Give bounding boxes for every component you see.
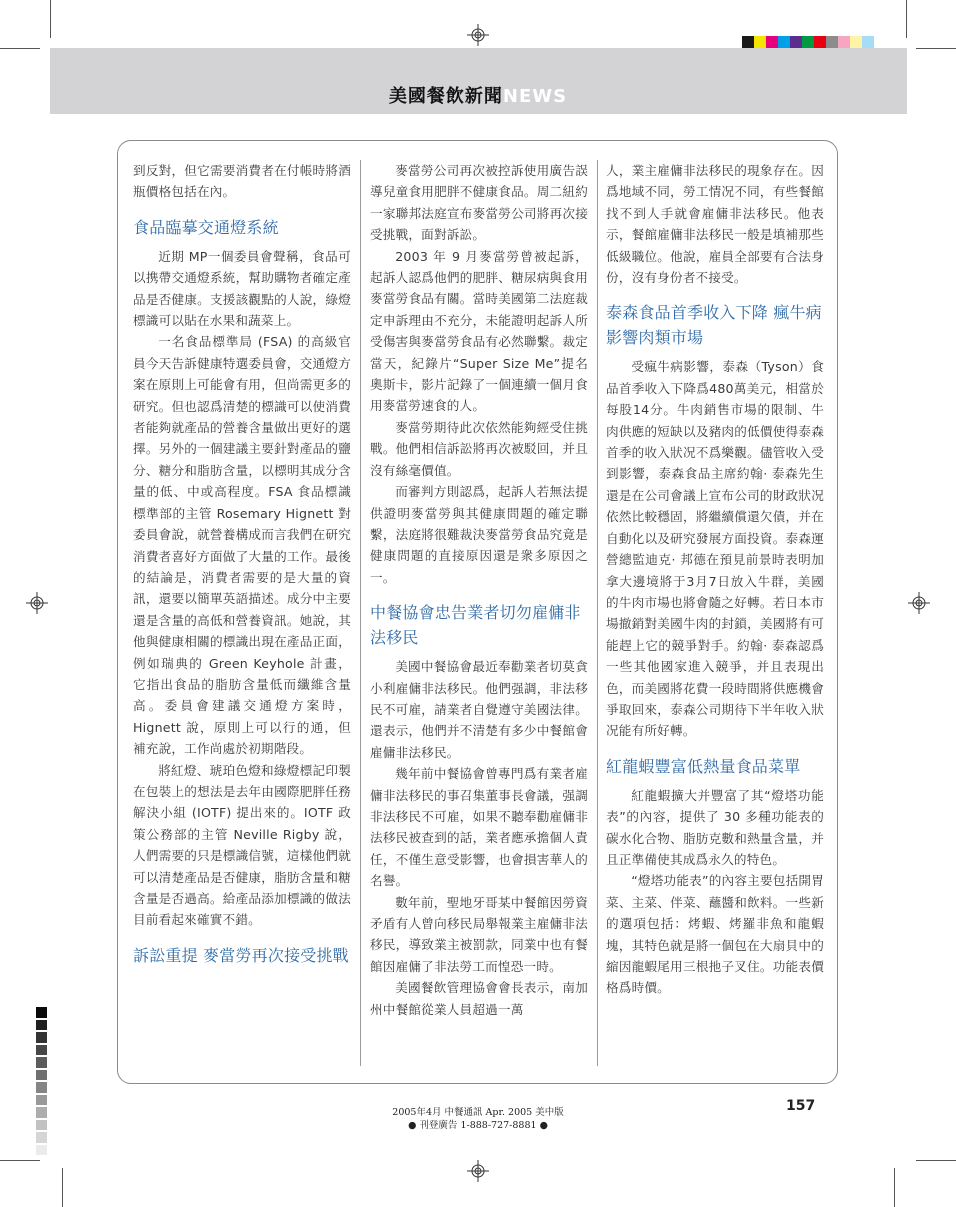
headline-chinese-restaurant-association: 中餐協會忠告業者切勿雇傭非法移民	[370, 603, 581, 648]
crop-mark	[894, 1168, 895, 1207]
paragraph: 紅龍蝦擴大并豐富了其“燈塔功能表”的內容，提供了 30 多種功能表的碳水化合物、脂肪克數和熱量含量，并且正準備使其成爲永久的特色。	[606, 787, 824, 867]
column-3	[606, 160, 824, 1070]
crop-mark	[916, 48, 956, 49]
paragraph: 數年前，聖地牙哥某中餐館因勞資矛盾有人曾向移民局舉報業主雇傭非法移民，導致業主被罰款，同業中也有餐館因雇傭了非法勞工而惶恐一時。	[370, 894, 588, 974]
crop-mark	[50, 0, 51, 38]
paragraph: 麥當勞期待此次依然能夠經受住挑戰。他們相信訴訟將再次被駁回，并且沒有絲毫價值。	[370, 419, 588, 478]
grayscale-step	[36, 1145, 47, 1156]
color-swatch	[814, 36, 826, 48]
color-swatch	[778, 36, 790, 48]
color-swatch	[754, 36, 766, 48]
color-swatch	[766, 36, 778, 48]
grayscale-step	[36, 1132, 47, 1143]
page-number: 157	[786, 1098, 816, 1114]
paragraph: 近期 MP一個委員會聲稱，食品可以携帶交通燈系統，幫助購物者確定產品是否健康。支援該觀點的人說，綠燈標識可以貼在水果和蔬菜上。	[133, 248, 351, 329]
column-divider	[597, 160, 598, 1066]
color-calibration-bar	[742, 36, 874, 48]
crop-mark	[62, 1168, 63, 1207]
paragraph: 美國中餐協會最近奉勸業者切莫貪小利雇傭非法移民。他們强調，非法移民不可雇，請業者自覺遵守美國法律。還表示，他們并不清楚有多少中餐館會雇傭非法移民。	[370, 659, 588, 760]
paragraph: 到反對，但它需要消費者在付帳時將酒瓶價格包括在內。	[133, 163, 351, 200]
paragraph: 幾年前中餐協會曾專門爲有業者雇傭非法移民的事召集董事長會議，强調非法移民不可雇，如果不聽奉勸雇傭非法移民被查到的話，業者應承擔個人責任，不僅生意受影響，也會損害華人的名譽。	[370, 766, 588, 889]
paragraph: 將紅燈、琥珀色燈和綠燈標記印製在包裝上的想法是去年由國際肥胖任務解決小組 (IOTF) 提出來的。IOTF 政策公務部的主管 Neville Rigby 說，人們需要的只是標識信號，這樣他們就可以清楚產品是否健康，脂肪含量和糖含量是否過高。給產品添加標識的做法目前看起來確實不錯。	[133, 762, 351, 928]
grayscale-step	[36, 1057, 47, 1068]
grayscale-calibration-strip	[36, 1007, 47, 1157]
headline-mcdonalds-lawsuit: 訴訟重提 麥當勞再次接受挑戰	[133, 945, 349, 965]
footer-issue-line: 2005年4月 中餐通訊 Apr. 2005 美中版	[392, 1107, 564, 1118]
paragraph: 而審判方則認爲，起訴人若無法提供證明麥當勞與其健康問題的確定聯繫，法庭將很難裁決麥當勞食品究竟是健康問題的直接原因還是衆多原因之一。	[370, 484, 588, 585]
column-divider	[360, 160, 361, 1066]
masthead-title-en: NEWS	[502, 86, 568, 107]
headline-traffic-light: 食品臨摹交通燈系統	[133, 217, 279, 237]
grayscale-step	[36, 1082, 47, 1093]
crop-mark	[906, 0, 907, 38]
paragraph: 受瘋牛病影響，泰森（Tyson）食品首季收入下降爲480萬美元，相當於每股14分。牛肉銷售市場的限制、牛肉供應的短缺以及豬肉的低價使得泰森首季的收入狀况不爲樂觀。儘管收入受到影響，泰森食品主席約翰· 泰森先生還是在公司會議上宣布公司的財政狀况依然比較穩固，將繼續償還欠債，并在自動化以及研究發展方面投資。泰森運營總監迪克· 邦德在預見前景時表明加拿大邊境將于3月7日放入牛群，美國的牛肉市場也將會隨之好轉。若日本市場撤銷對美國牛肉的封鎖，美國將有可能趕上它的競爭對手。約翰· 泰森認爲一些其他國家進入競爭，并且表現出色，而美國將花費一段時間將供應機會爭取回來，泰森公司期待下半年收入狀况能有所好轉。	[606, 359, 824, 739]
grayscale-step	[36, 1020, 47, 1031]
registration-mark-bottom-icon	[467, 1160, 489, 1182]
registration-mark-top-icon	[467, 24, 489, 46]
grayscale-step	[36, 1032, 47, 1043]
color-swatch	[742, 36, 754, 48]
crop-mark	[916, 1160, 956, 1161]
crop-mark	[0, 48, 40, 49]
color-swatch	[802, 36, 814, 48]
masthead-title	[0, 82, 956, 108]
grayscale-step	[36, 1007, 47, 1018]
headline-red-lobster: 紅龍蝦豐富低熱量食品菜單	[606, 756, 801, 776]
grayscale-step	[36, 1070, 47, 1081]
registration-mark-right-icon	[908, 592, 930, 614]
color-swatch	[790, 36, 802, 48]
paragraph: 一名食品標準局 (FSA) 的高級官員今天告訴健康特選委員會，交通燈方案在原則上可能會有用，但尚需更多的研究。但也認爲清楚的標識可以使消費者能夠就產品的營養含量做出更好的選擇。另外的一個建議主要針對產品的鹽分、糖分和脂肪含量，以標明其成分含量的低、中或高程度。FSA 食品標識標準部的主管 Rosemary Hignett 對委員會說，就營養構成而言我們在研究消費者喜好方面做了大量的工作。最後的結論是，消費者需要的是大量的資訊，還要以簡單英語描述。成分中主要還是含量的高低和營養資訊。她說，其他與健康相關的標識出現在產品正面，例如瑞典的 Green Keyhole 計畫，它指出食品的脂肪含量低而纖維含量高。委員會建議交通燈方案時，Hignett 說，原則上可以行的通，但補充說，工作尚處於初期階段。	[133, 334, 351, 757]
paragraph: 人，業主雇傭非法移民的現象存在。因爲地域不同，勞工情况不同，有些餐館找不到人手就會雇傭非法移民。他表示，餐館雇傭非法移民一般是填補那些低級職位。他說，雇員全部要有合法身份，沒有身份者不接受。	[606, 163, 824, 286]
crop-mark	[0, 1160, 40, 1161]
headline-tyson-foods: 泰森食品首季收入下降 瘋牛病影響肉類市場	[606, 303, 822, 348]
paragraph: 美國餐飲管理協會會長表示，南加州中餐館從業人員超過一萬	[370, 980, 588, 1017]
paragraph: 2003 年 9 月麥當勞曾被起訴，起訴人認爲他們的肥胖、糖尿病與食用麥當勞食品有關。當時美國第二法庭裁定申訴理由不充分，未能證明起訴人所受傷害與麥當勞食品有必然聯繫。裁定當天，紀錄片“Super Size Me”提名奧斯卡，影片記錄了一個連續一個月食用麥當勞速食的人。	[370, 248, 588, 414]
masthead-title-cn: 美國餐飲新聞	[388, 86, 503, 107]
paragraph: “燈塔功能表”的內容主要包括開胃菜、主菜、伴菜、蘸醬和飲料。一些新的選項包括：烤蝦、烤羅非魚和龍蝦塊，其特色就是將一個包在大扇貝中的縮因龍蝦尾用三根扡子叉住。功能表價格爲時價。	[606, 873, 824, 996]
registration-mark-left-icon	[26, 592, 48, 614]
grayscale-step	[36, 1045, 47, 1056]
paragraph: 麥當勞公司再次被控訴使用廣告誤導兒童食用肥胖不健康食品。周二紐約一家聯邦法庭宣布麥當勞公司將再次接受挑戰，面對訴訟。	[370, 163, 588, 243]
color-swatch	[838, 36, 850, 48]
color-swatch	[826, 36, 838, 48]
column-2	[370, 160, 588, 1070]
footer-advertising-line: ● 刊登廣告 1-888-727-8881 ●	[408, 1120, 548, 1131]
column-1	[133, 160, 351, 1070]
color-swatch	[862, 36, 874, 48]
color-swatch	[850, 36, 862, 48]
